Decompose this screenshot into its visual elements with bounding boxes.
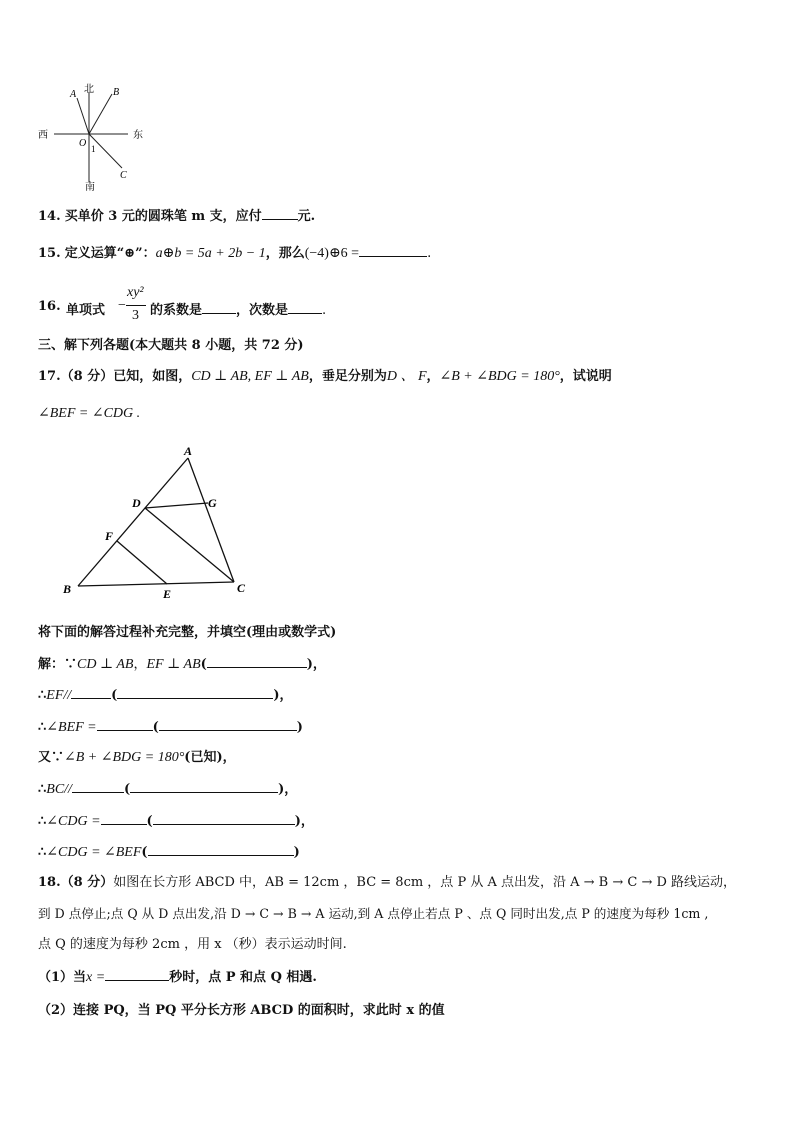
q15-number: 15.	[38, 246, 61, 261]
q17-given: CD ⊥ AB, EF ⊥ AB	[191, 369, 309, 384]
q17-step1-comma: ，	[133, 657, 147, 672]
q18-number: 18.	[38, 875, 61, 890]
q15-end: .	[427, 246, 432, 261]
compass-label-b: B	[113, 87, 120, 98]
q16-text-a: 单项式	[66, 303, 106, 318]
q15-text-b: ，那么	[265, 246, 305, 261]
q16-end: .	[322, 303, 327, 318]
q17-number: 17.	[38, 369, 61, 384]
q17-step6-therefore: ∴	[38, 814, 47, 829]
q16-coefficient-blank[interactable]	[202, 301, 236, 314]
q17-step7-therefore: ∴	[38, 845, 47, 860]
q17-step-1	[38, 655, 326, 674]
q14-text-b: 元.	[297, 209, 316, 224]
fig-label-d: D	[132, 496, 141, 510]
q18-line2: 到 D 点停止;点 Q 从 D 点出发,沿 D → C → B → A 运动,到 A 点停止若点 P 、点 Q 同时出发,点 P 的速度为每秒 1cm ,	[38, 906, 709, 921]
triangle-figure	[58, 440, 258, 602]
question-14	[38, 207, 315, 226]
q17-prove: ∠BEF = ∠CDG .	[38, 406, 141, 421]
q17-step5-open: (	[123, 782, 131, 797]
q18-part-2: （2）连接 PQ，当 PQ 平分长方形 ABCD 的面积时，求此时 x 的值	[38, 1003, 445, 1018]
q17-step-5	[38, 780, 297, 799]
q17-step3-blank-a[interactable]	[97, 718, 153, 731]
q17-step4-reason: (已知)，	[184, 750, 236, 765]
fig-label-c: C	[237, 581, 246, 595]
q17-step2-blank-a[interactable]	[71, 686, 111, 699]
q18-part1-suffix: 秒时，点 P 和点 Q 相遇.	[169, 970, 317, 985]
q17-instruction: 将下面的解答过程补充完整，并填空(理由或数学式)	[38, 625, 337, 640]
q17-step3-open: (	[152, 720, 159, 735]
compass-south: 南	[85, 182, 95, 192]
q17-step3-close: )	[296, 720, 303, 735]
q18-part1-prefix: （1）当	[38, 970, 87, 985]
q15-expression: (−4)⊕6 =	[304, 246, 360, 261]
q17-step3-blank-b[interactable]	[159, 718, 297, 731]
q17-step2-blank-b[interactable]	[117, 686, 273, 699]
q15-answer-blank[interactable]	[359, 244, 427, 257]
compass-label-a: A	[70, 89, 77, 100]
fig-label-f: F	[105, 529, 114, 543]
q18-line1: 如图在长方形 ABCD 中，AB = 12cm ，BC = 8cm ，点 P 从 A 点出发，沿 A → B → C → D 路线运动，	[113, 875, 737, 890]
q17-step1-close: )，	[306, 657, 326, 672]
q16-denominator: 3	[132, 308, 139, 323]
compass-figure	[34, 80, 154, 192]
q18-part1-blank[interactable]	[105, 968, 169, 981]
q18-part-1	[38, 968, 317, 987]
q16-text-c: ，次数是	[236, 303, 289, 318]
q17-step-3	[38, 718, 303, 737]
q17-step4-angle-sum: ∠B + ∠BDG = 180°	[64, 750, 185, 765]
q17-step1-cd-ab: CD ⊥ AB	[77, 657, 134, 672]
q17-step7-open: (	[141, 845, 148, 860]
q17-step5-blank-a[interactable]	[72, 780, 124, 793]
compass-west: 西	[38, 130, 48, 141]
q17-angle-eq: ∠B + ∠BDG = 180°	[439, 369, 560, 384]
q17-step6-blank-b[interactable]	[153, 812, 295, 825]
q17-text-a: 已知，如图，	[113, 369, 192, 384]
q17-step7-blank[interactable]	[148, 843, 294, 856]
q17-step6-close: )，	[294, 814, 314, 829]
q17-step-2	[38, 686, 292, 705]
q17-feet: D 、 F	[386, 369, 427, 384]
fig-label-g: G	[208, 496, 217, 510]
q17-step6-open: (	[146, 814, 153, 829]
q14-text-a: 买单价 3 元的圆珠笔 m 支，应付	[64, 209, 262, 224]
question-17-line-1	[38, 368, 612, 386]
q17-step5-bc-parallel: BC//	[46, 782, 72, 797]
q15-formula: a⊕b = 5a + 2b − 1	[155, 246, 266, 261]
q14-number: 14.	[38, 209, 61, 224]
q18-line3: 点 Q 的速度为每秒 2cm ，用 x （秒）表示运动时间.	[38, 937, 347, 952]
q17-step6-angle: ∠CDG =	[46, 814, 101, 829]
q17-step-6	[38, 812, 314, 831]
q17-score: （8 分）	[60, 369, 114, 384]
q16-fraction-bar	[126, 305, 146, 306]
section-3-title: 三、解下列各题(本大题共 8 小题，共 72 分)	[38, 338, 304, 353]
question-15	[38, 244, 431, 263]
q17-step5-blank-b[interactable]	[130, 780, 278, 793]
q18-score: （8 分）	[60, 875, 114, 890]
q17-step1-blank[interactable]	[207, 655, 307, 668]
q16-rest	[150, 299, 326, 318]
compass-north: 北	[84, 84, 94, 95]
q15-text-a: 定义运算“⊕”：	[64, 246, 156, 261]
q17-step1-ef-ab: EF ⊥ AB	[146, 657, 201, 672]
q16-number: 16.	[38, 299, 61, 314]
q17-step2-ef-parallel: EF//	[46, 688, 72, 703]
q18-part1-var: x =	[86, 970, 106, 985]
q17-text-c: ，	[426, 369, 440, 384]
q17-step1-prefix: 解：∵	[38, 657, 78, 672]
q17-step3-therefore: ∴	[38, 720, 47, 735]
q17-text-b: ，垂足分别为	[308, 369, 387, 384]
q17-step7-close: )	[293, 845, 300, 860]
q17-step2-therefore: ∴	[38, 688, 47, 703]
q17-step-7	[38, 843, 300, 862]
q16-degree-blank[interactable]	[288, 301, 322, 314]
fig-label-b: B	[63, 582, 72, 596]
compass-east: 东	[133, 130, 143, 141]
compass-label-1: 1	[91, 144, 96, 154]
q17-step5-close: )，	[278, 782, 298, 797]
fig-label-a: A	[184, 444, 193, 458]
q16-text-b: 的系数是	[150, 303, 203, 318]
compass-label-o: O	[79, 138, 87, 149]
q17-step3-angle: ∠BEF =	[46, 720, 97, 735]
q14-answer-blank[interactable]	[262, 207, 298, 220]
q17-step1-open: (	[200, 657, 207, 672]
q17-step2-close: )，	[273, 688, 293, 703]
q17-step4-prefix: 又∵	[38, 750, 65, 765]
q16-numerator: xy²	[127, 285, 144, 300]
q17-step2-open: (	[111, 688, 118, 703]
question-18-line-1	[38, 874, 736, 892]
compass-label-c: C	[120, 170, 127, 181]
q16-sign: −	[118, 298, 126, 313]
q17-step7-conclusion: ∠CDG = ∠BEF	[46, 845, 142, 860]
q17-step6-blank-a[interactable]	[101, 812, 147, 825]
q17-step-4	[38, 749, 236, 767]
q17-text-d: ，试说明	[559, 369, 612, 384]
fig-label-e: E	[163, 587, 172, 601]
q17-step5-therefore: ∴	[38, 782, 47, 797]
